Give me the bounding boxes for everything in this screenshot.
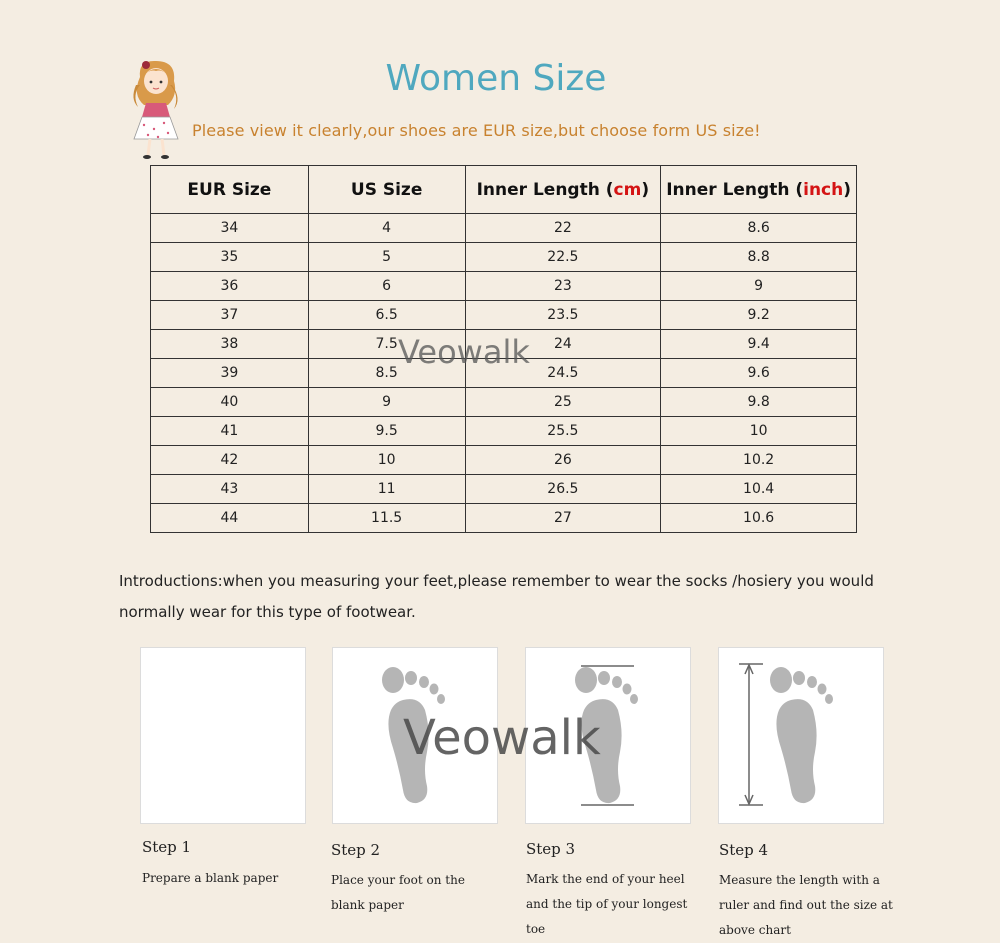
table-cell: 35 bbox=[151, 243, 309, 272]
table-cell: 5 bbox=[308, 243, 465, 272]
size-table-header bbox=[151, 166, 857, 214]
table-cell: 25 bbox=[465, 388, 661, 417]
table-row bbox=[151, 272, 857, 301]
table-row bbox=[151, 301, 857, 330]
table-cell: 36 bbox=[151, 272, 309, 301]
step-4-image bbox=[718, 647, 884, 824]
table-cell: 34 bbox=[151, 214, 309, 243]
table-cell: 26.5 bbox=[465, 475, 661, 504]
table-cell: 9.8 bbox=[661, 388, 857, 417]
table-cell: 24 bbox=[465, 330, 661, 359]
page-title: Women Size bbox=[385, 58, 607, 99]
table-cell: 10.4 bbox=[661, 475, 857, 504]
table-cell: 22.5 bbox=[465, 243, 661, 272]
step-4-title: Step 4 bbox=[719, 841, 769, 859]
table-cell: 25.5 bbox=[465, 417, 661, 446]
table-cell: 10 bbox=[308, 446, 465, 475]
column-header-eur: EUR Size bbox=[151, 166, 309, 214]
column-header-cm: Inner Length (cm) bbox=[465, 166, 661, 214]
table-cell: 11.5 bbox=[308, 504, 465, 533]
table-cell: 9 bbox=[661, 272, 857, 301]
foot-measure-icon bbox=[719, 648, 883, 823]
step-4-description: Measure the length with a ruler and find out the size at above chart bbox=[719, 873, 893, 937]
table-cell: 10.6 bbox=[661, 504, 857, 533]
table-cell: 6.5 bbox=[308, 301, 465, 330]
column-header-inch: Inner Length (inch) bbox=[661, 166, 857, 214]
table-cell: 37 bbox=[151, 301, 309, 330]
step-2-description: Place your foot on the blank paper bbox=[331, 873, 465, 912]
watermark-large-text: Veowalk bbox=[403, 710, 601, 766]
table-cell: 8.5 bbox=[308, 359, 465, 388]
table-cell: 7.5 bbox=[308, 330, 465, 359]
table-cell: 9.6 bbox=[661, 359, 857, 388]
table-cell: 39 bbox=[151, 359, 309, 388]
table-row bbox=[151, 214, 857, 243]
table-cell: 8.6 bbox=[661, 214, 857, 243]
table-cell: 4 bbox=[308, 214, 465, 243]
table-row bbox=[151, 475, 857, 504]
table-row bbox=[151, 417, 857, 446]
table-cell: 9.2 bbox=[661, 301, 857, 330]
table-cell: 24.5 bbox=[465, 359, 661, 388]
table-cell: 23 bbox=[465, 272, 661, 301]
step-3-title: Step 3 bbox=[526, 840, 576, 858]
table-cell: 9 bbox=[308, 388, 465, 417]
step-3-description: Mark the end of your heel and the tip of your longest toe bbox=[526, 872, 688, 936]
intro-text: Introductions:when you measuring your feet,please remember to wear the socks /hosiery you would normally wear for this type of footwear. bbox=[119, 572, 874, 621]
table-row bbox=[151, 243, 857, 272]
table-cell: 40 bbox=[151, 388, 309, 417]
table-cell: 27 bbox=[465, 504, 661, 533]
table-cell: 43 bbox=[151, 475, 309, 504]
table-cell: 41 bbox=[151, 417, 309, 446]
watermark-text: Veowalk bbox=[398, 333, 530, 371]
table-cell: 23.5 bbox=[465, 301, 661, 330]
step-2-title: Step 2 bbox=[331, 841, 381, 859]
table-cell: 11 bbox=[308, 475, 465, 504]
step-1-title: Step 1 bbox=[142, 838, 192, 856]
table-cell: 9.4 bbox=[661, 330, 857, 359]
table-row bbox=[151, 446, 857, 475]
page-subtitle: Please view it clearly,our shoes are EUR size,but choose form US size! bbox=[192, 121, 761, 140]
step-1-description: Prepare a blank paper bbox=[142, 871, 279, 885]
table-cell: 10.2 bbox=[661, 446, 857, 475]
table-cell: 9.5 bbox=[308, 417, 465, 446]
table-cell: 44 bbox=[151, 504, 309, 533]
step-1-image bbox=[140, 647, 306, 824]
table-row bbox=[151, 504, 857, 533]
table-cell: 8.8 bbox=[661, 243, 857, 272]
table-cell: 26 bbox=[465, 446, 661, 475]
table-cell: 38 bbox=[151, 330, 309, 359]
table-cell: 22 bbox=[465, 214, 661, 243]
column-header-us: US Size bbox=[308, 166, 465, 214]
table-cell: 42 bbox=[151, 446, 309, 475]
table-cell: 10 bbox=[661, 417, 857, 446]
table-row bbox=[151, 388, 857, 417]
table-cell: 6 bbox=[308, 272, 465, 301]
